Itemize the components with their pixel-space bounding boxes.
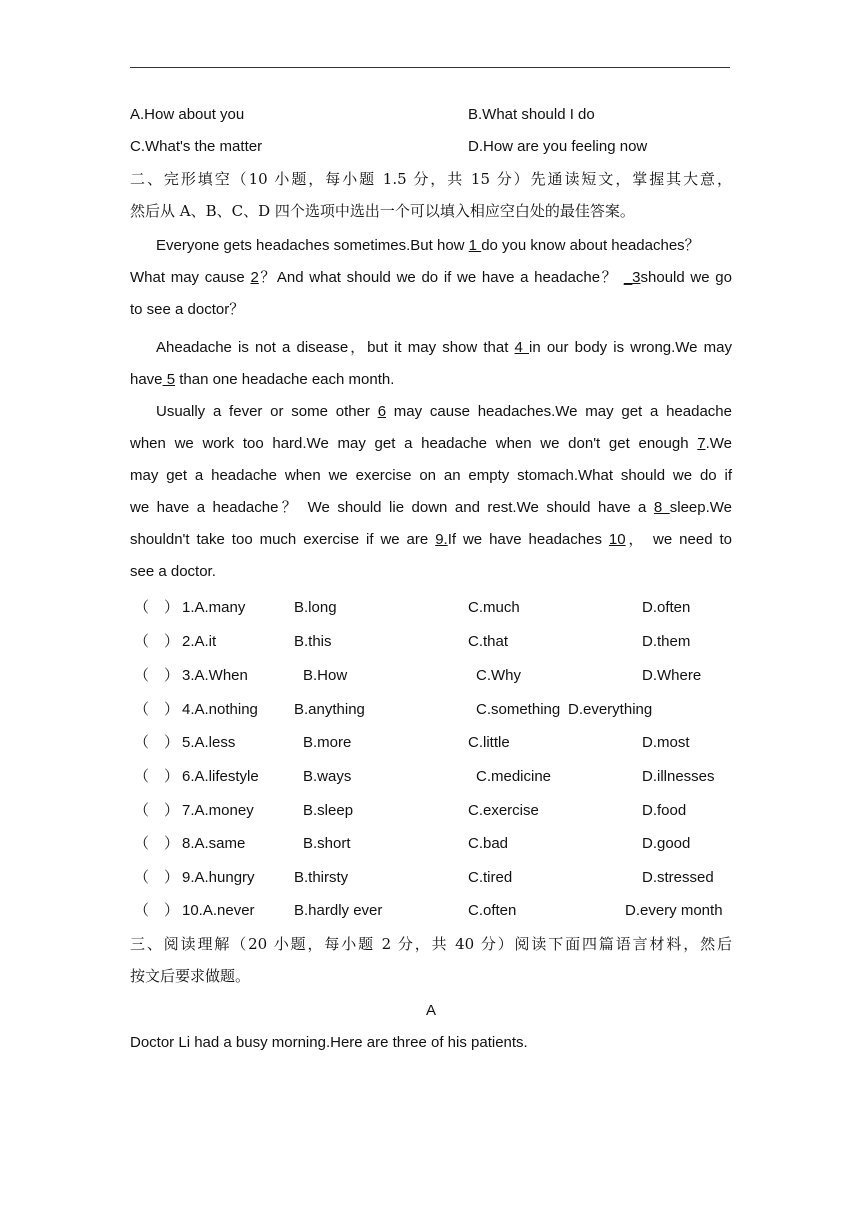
answer-paren: （ ） [134,835,180,852]
answer-paren: （ ） [134,902,180,919]
choice-c: C.bad [468,835,509,852]
passage-paragraph-2 [130,332,732,396]
choice-c: C.much [468,599,520,616]
passage-line: Usually a fever or some other 6 may cause headaches.We may get a headache [156,403,732,420]
choice-b: B.How [303,667,348,684]
passage-line: to see a doctor？ [130,301,245,318]
choice-b: B.sleep [303,802,354,819]
choice-d: D.them [642,633,691,650]
choice-c: C.something [476,701,561,718]
passage-line: may get a headache when we exercise on an empty stomach.What should we do if [130,467,732,484]
choice-d: D.most [642,734,690,751]
blank-2: 2 [250,269,259,286]
choice-a: 1.A.many [182,599,246,616]
choice-a: 9.A.hungry [182,869,255,886]
section2-heading-line2: 然后从 A、B、C、D 四个选项中选出一个可以填入相应空白处的最佳答案。 [130,202,635,220]
passage-paragraph-3 [130,396,732,588]
choice-d: D.illnesses [642,768,715,785]
question-row [130,732,732,754]
option-a: A.How about you [130,106,245,123]
question-row [130,766,732,788]
passage-line: have 5 than one headache each month. [130,371,395,388]
choice-b: B.hardly ever [294,902,383,919]
passage-line: when we work too hard.We may get a headache when we don't get enough 7.We [130,435,732,452]
blank-8: 8 [653,499,670,516]
choice-a: 6.A.lifestyle [182,768,259,785]
question-row [130,597,732,619]
choice-d: D.stressed [642,869,714,886]
blank-6: 6 [377,403,387,420]
choice-a: 5.A.less [182,734,236,751]
blank-4: 4 [514,339,530,356]
section3-heading [130,928,732,992]
option-b: B.What should I do [468,106,595,123]
section2-heading-line1: 二、完形填空（10 小题，每小题 1.5 分，共 15 分）先通读短文，掌握其大意， [130,170,732,188]
part-label: A [425,1002,436,1019]
choice-a: 2.A.it [182,633,217,650]
choice-c: C.exercise [468,802,539,819]
answer-paren: （ ） [134,633,180,650]
blank-9: 9. [435,531,448,548]
choice-a: 7.A.money [182,802,254,819]
choice-b: B.short [303,835,351,852]
option-c: C.What's the matter [130,138,263,155]
blank-7: 7 [697,435,706,452]
question-row [130,833,732,855]
answer-paren: （ ） [134,802,180,819]
choice-d: D.often [642,599,691,616]
passage-paragraph-1 [130,230,732,326]
choice-b: B.this [294,633,332,650]
option-d: D.How are you feeling now [468,138,648,155]
passage-line: What may cause 2？And what should we do if we have a headache？ _3should we go [130,269,732,286]
section3-heading-line1: 三、阅读理解（20 小题，每小题 2 分，共 40 分）阅读下面四篇语言材料，然后 [130,935,732,953]
choice-c: C.medicine [476,768,552,785]
choice-d: D.good [642,835,691,852]
choice-d: D.Where [642,667,702,684]
blank-1: 1 [468,237,482,254]
choice-d: D.every month [625,902,723,919]
answer-paren: （ ） [134,869,180,886]
answer-paren: （ ） [134,734,180,751]
blank-5: 5 [162,371,176,388]
choice-b: B.more [303,734,352,751]
choice-d: D.everything [568,701,653,718]
question-row [130,665,732,687]
reading-intro: Doctor Li had a busy morning.Here are three of his patients. [130,1034,528,1051]
choice-c: C.Why [476,667,521,684]
passage-line: see a doctor. [130,563,216,580]
answer-paren: （ ） [134,701,180,718]
section3-heading-line2: 按文后要求做题。 [130,967,251,985]
top-rule [130,67,730,68]
choice-d: D.food [642,802,687,819]
answer-paren: （ ） [134,599,180,616]
passage-line: Aheadache is not a disease，but it may show that 4 in our body is wrong.We may [156,339,732,356]
choice-a: 4.A.nothing [182,701,258,718]
passage-line: Everyone gets headaches sometimes.But how 1 do you know about headaches？ [156,237,700,254]
dialog-options-row-2 [130,136,732,158]
choice-b: B.long [294,599,337,616]
blank-10: 10 [608,531,626,548]
question-row [130,699,732,721]
passage-line: we have a headache？ We should lie down and rest.We should have a 8 sleep.We [130,499,732,516]
question-row [130,631,732,653]
choice-c: C.that [468,633,509,650]
dialog-options-row-1 [130,104,732,126]
blank-3: _3 [623,269,641,286]
section2-heading [130,163,732,227]
choice-c: C.often [468,902,517,919]
choice-c: C.little [468,734,510,751]
choice-b: B.anything [294,701,365,718]
passage-line: shouldn't take too much exercise if we are 9.If we have headaches 10， we need to [130,531,732,548]
question-row [130,800,732,822]
answer-paren: （ ） [134,768,180,785]
question-row [130,900,732,922]
choice-c: C.tired [468,869,513,886]
answer-paren: （ ） [134,667,180,684]
choice-b: B.thirsty [294,869,349,886]
choice-b: B.ways [303,768,352,785]
choice-a: 10.A.never [182,902,255,919]
choice-a: 8.A.same [182,835,246,852]
question-row [130,867,732,889]
choice-a: 3.A.When [182,667,248,684]
